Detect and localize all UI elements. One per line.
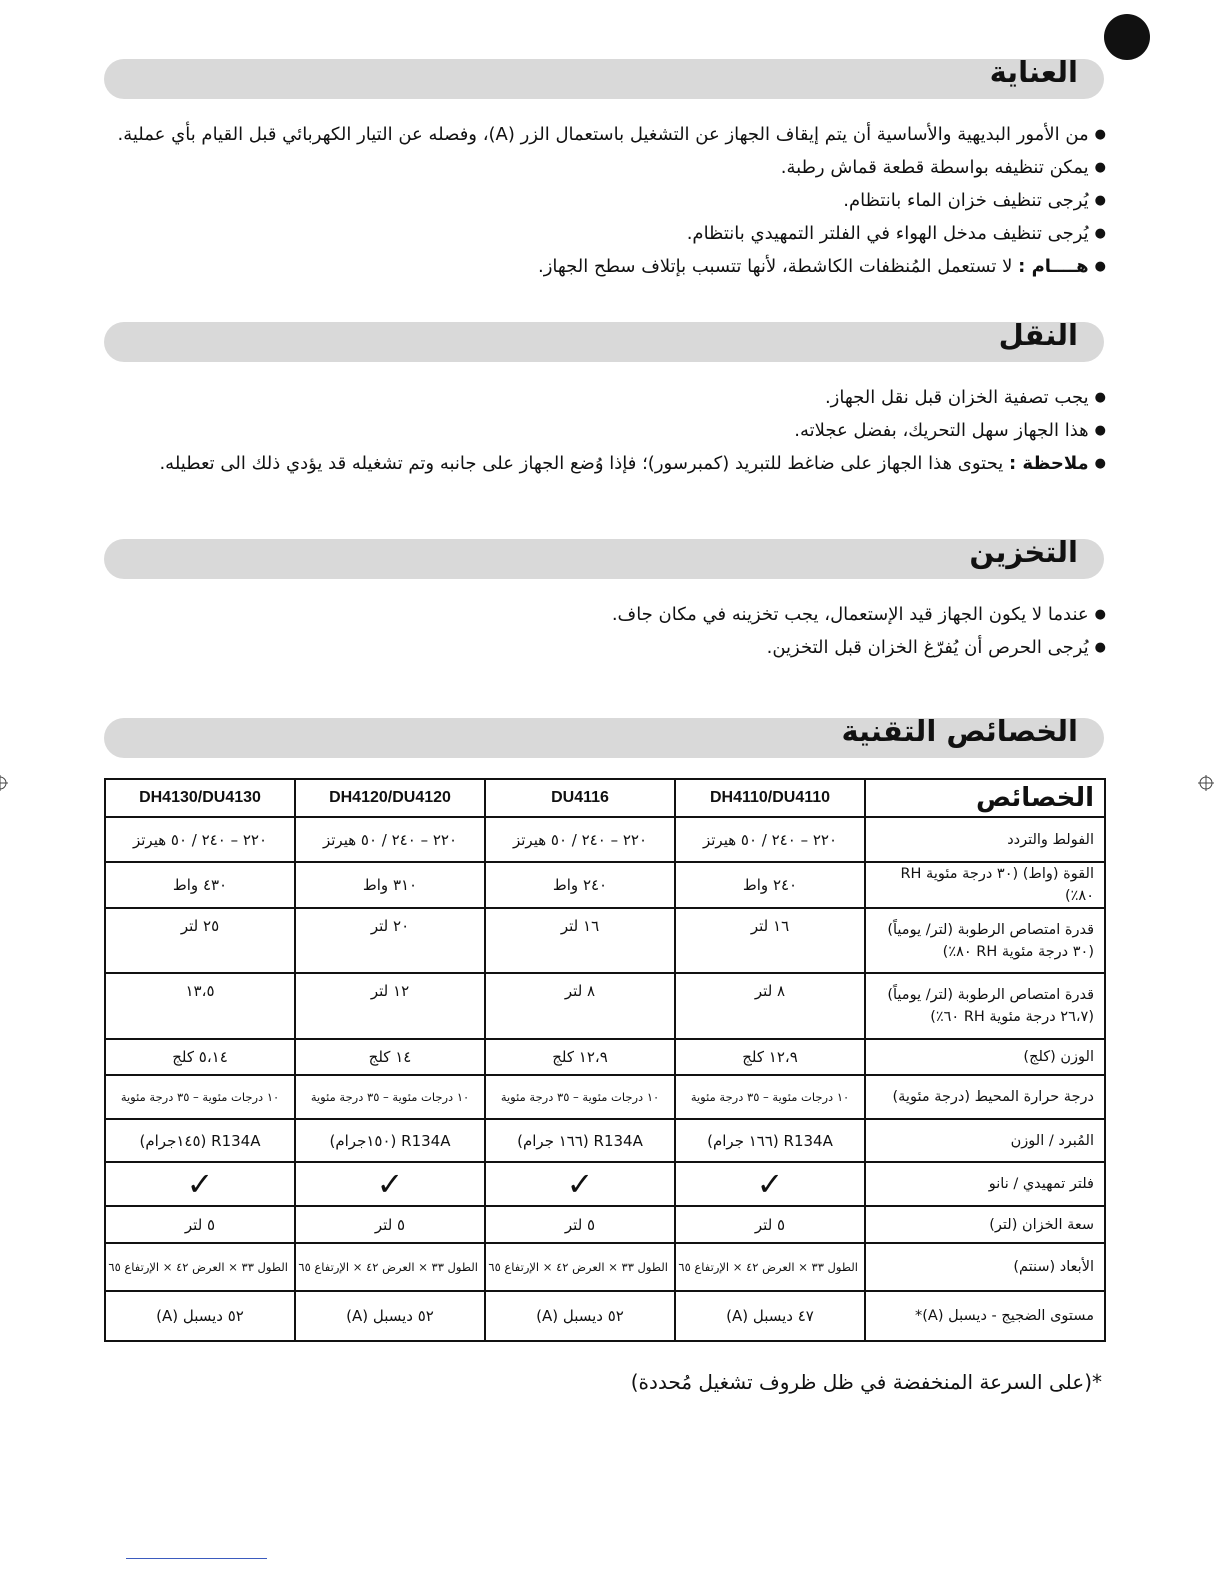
important-label: هــــام : [1018, 256, 1089, 277]
note-text: يحتوى هذا الجهاز على ضاغط للتبريد (كمبرسور)؛ فإذا وُضع الجهاز على جانبه وتم تشغيله قد يؤدي ذلك الى تعطيله. [159, 453, 1009, 474]
specs-section-title: الخصائص التقنية [841, 714, 1078, 748]
table-cell [105, 1162, 295, 1206]
bottom-rule [126, 1558, 267, 1559]
model-column-header: DH4120/DU4120 [295, 779, 485, 817]
list-item: ● يمكن تنظيفه بواسطة قطعة قماش رطبة. [106, 151, 1106, 184]
checkmark-icon: ✓ [756, 1165, 784, 1203]
table-cell: R134A (١٥٠جرام) [295, 1119, 485, 1162]
storage-section-header [104, 535, 1104, 579]
transport-section-title: النقل [998, 318, 1078, 352]
storage-list [106, 598, 1106, 664]
list-item-note [106, 447, 1106, 480]
table-cell [295, 1162, 485, 1206]
table-cell: ٢٢٠ – ٢٤٠ / ٥٠ هيرتز [295, 817, 485, 862]
care-section-header [104, 55, 1104, 99]
table-cell: ١٢،٩ كلج [485, 1039, 675, 1075]
table-cell: ٢٤٠ واط [675, 862, 865, 908]
table-cell: ٢٤٠ واط [485, 862, 675, 908]
table-cell: R134A (١٦٦ جرام) [485, 1119, 675, 1162]
table-cell: ١٣،٥ [105, 973, 295, 1039]
table-cell: ١٠ درجات مئوية – ٣٥ درجة مئوية [295, 1075, 485, 1119]
table-cell: ٥ لتر [105, 1206, 295, 1243]
table-cell: ٥،١٤ كلج [105, 1039, 295, 1075]
table-row [105, 1119, 1105, 1162]
table-cell: ١٦ لتر [675, 908, 865, 973]
table-row [105, 1291, 1105, 1341]
list-item: ● يُرجى تنظيف خزان الماء بانتظام. [106, 184, 1106, 217]
row-label: الأبعاد (سنتم) [865, 1243, 1105, 1291]
table-row [105, 1075, 1105, 1119]
table-row [105, 817, 1105, 862]
row-label: المُبرد / الوزن [865, 1119, 1105, 1162]
table-row [105, 1243, 1105, 1291]
list-item: ● يُرجى تنظيف مدخل الهواء في الفلتر التمهيدي بانتظام. [106, 217, 1106, 250]
table-cell: ٢٢٠ – ٢٤٠ / ٥٠ هيرتز [485, 817, 675, 862]
table-cell: ٥ لتر [485, 1206, 675, 1243]
row-label: الوزن (كلج) [865, 1039, 1105, 1075]
list-item: ● من الأمور البديهية والأساسية أن يتم إيقاف الجهاز عن التشغيل باستعمال الزر (A)، وفصله عن التيار الكهربائي قبل القيام بأي عملية. [106, 118, 1106, 151]
row-label: مستوى الضجيج - ديسبل (A)* [865, 1291, 1105, 1341]
model-column-header: DU4116 [485, 779, 675, 817]
model-column-header: DH4110/DU4110 [675, 779, 865, 817]
table-cell: ١٢،٩ كلج [675, 1039, 865, 1075]
transport-list [106, 381, 1106, 480]
table-cell: ٨ لتر [485, 973, 675, 1039]
table-cell: ٥٢ ديسبل (A) [485, 1291, 675, 1341]
row-label: فلتر تمهيدي / نانو [865, 1162, 1105, 1206]
table-cell: ٢٥ لتر [105, 908, 295, 973]
table-cell: ٤٣٠ واط [105, 862, 295, 908]
table-cell: ٣١٠ واط [295, 862, 485, 908]
row-label: سعة الخزان (لتر) [865, 1206, 1105, 1243]
row-label: قدرة امتصاص الرطوبة (لتر/ يومياً) (٣٠ درجة مئوية RH ٨٠٪) [865, 908, 1105, 973]
table-cell: ١٢ لتر [295, 973, 485, 1039]
important-text: لا تستعمل المُنظفات الكاشطة، لأنها تتسبب بإتلاف سطح الجهاز. [537, 256, 1019, 277]
model-column-header: DH4130/DU4130 [105, 779, 295, 817]
table-cell: ٢٢٠ – ٢٤٠ / ٥٠ هيرتز [105, 817, 295, 862]
table-cell: الطول ٣٣ × العرض ٤٢ × الإرتفاع ٦٥ [105, 1243, 295, 1291]
table-row [105, 908, 1105, 973]
table-cell: ١٠ درجات مئوية – ٣٥ درجة مئوية [485, 1075, 675, 1119]
checkmark-icon: ✓ [376, 1165, 404, 1203]
table-row [105, 1162, 1105, 1206]
table-cell: ٥٢ ديسبل (A) [295, 1291, 485, 1341]
care-section-title: العناية [989, 55, 1078, 89]
table-cell: ٤٧ ديسبل (A) [675, 1291, 865, 1341]
registration-mark-right [1198, 775, 1214, 791]
list-item: ● يُرجى الحرص أن يُفرّغ الخزان قبل التخزين. [106, 631, 1106, 664]
footnote: *(على السرعة المنخفضة في ظل ظروف تشغيل مُحددة) [630, 1370, 1102, 1394]
table-cell: ١٠ درجات مئوية – ٣٥ درجة مئوية [675, 1075, 865, 1119]
registration-mark-left [0, 775, 8, 791]
table-cell: ١٦ لتر [485, 908, 675, 973]
table-cell: R134A (١٤٥جرام) [105, 1119, 295, 1162]
row-label: درجة حرارة المحيط (درجة مئوية) [865, 1075, 1105, 1119]
table-cell: ٥ لتر [295, 1206, 485, 1243]
checkmark-icon: ✓ [566, 1165, 594, 1203]
transport-section-header [104, 318, 1104, 362]
row-label: الفولط والتردد [865, 817, 1105, 862]
list-item: ● يجب تصفية الخزان قبل نقل الجهاز. [106, 381, 1106, 414]
table-row [105, 973, 1105, 1039]
row-label: قدرة امتصاص الرطوبة (لتر/ يومياً) (٢٦،٧ درجة مئوية RH ٦٠٪) [865, 973, 1105, 1039]
table-row [105, 862, 1105, 908]
table-cell: ١٠ درجات مئوية – ٣٥ درجة مئوية [105, 1075, 295, 1119]
storage-section-title: التخزين [969, 535, 1078, 569]
list-item: ● عندما لا يكون الجهاز قيد الإستعمال، يجب تخزينه في مكان جاف. [106, 598, 1106, 631]
table-cell [675, 1162, 865, 1206]
table-cell: R134A (١٦٦ جرام) [675, 1119, 865, 1162]
care-list [106, 118, 1106, 283]
table-cell: ٢٠ لتر [295, 908, 485, 973]
table-cell: الطول ٣٣ × العرض ٤٢ × الإرتفاع ٦٥ [295, 1243, 485, 1291]
table-cell: الطول ٣٣ × العرض ٤٢ × الإرتفاع ٦٥ [675, 1243, 865, 1291]
table-cell: الطول ٣٣ × العرض ٤٢ × الإرتفاع ٦٥ [485, 1243, 675, 1291]
specs-section-header [104, 714, 1104, 758]
table-row [105, 1039, 1105, 1075]
checkmark-icon: ✓ [186, 1165, 214, 1203]
table-row [105, 1206, 1105, 1243]
table-header-row [105, 779, 1105, 817]
specs-table [104, 778, 1106, 1342]
table-cell [485, 1162, 675, 1206]
list-item-important [106, 250, 1106, 283]
table-cell: ٥ لتر [675, 1206, 865, 1243]
table-cell: ٨ لتر [675, 973, 865, 1039]
table-cell: ٥٢ ديسبل (A) [105, 1291, 295, 1341]
page-corner-dot [1104, 14, 1150, 60]
table-cell: ١٤ كلج [295, 1039, 485, 1075]
note-label: ملاحظة : [1008, 453, 1089, 474]
table-cell: ٢٢٠ – ٢٤٠ / ٥٠ هيرتز [675, 817, 865, 862]
row-label: القوة (واط) (٣٠ درجة مئوية RH ٨٠٪) [865, 862, 1105, 908]
feature-column-header: الخصائص [865, 779, 1105, 817]
list-item: ● هذا الجهاز سهل التحريك، بفضل عجلاته. [106, 414, 1106, 447]
